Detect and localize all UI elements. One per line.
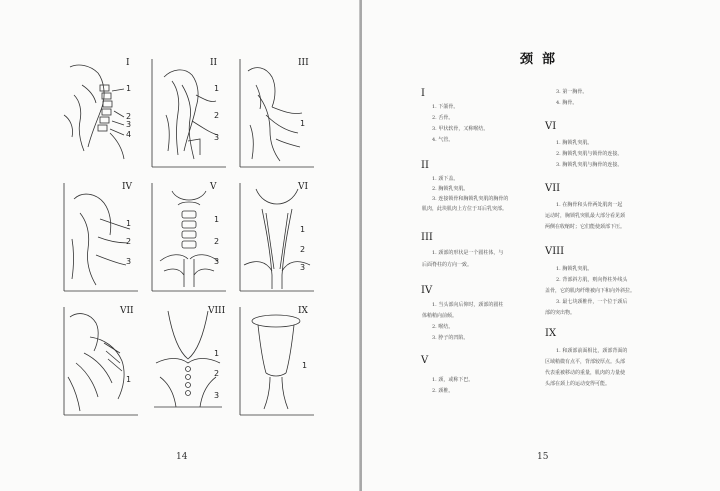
caption-line: 1. 颈，或称下巴。 [432,377,474,383]
turned-head-neck-drawing [60,303,142,419]
caption-line: 2. 颈椎。 [432,388,454,394]
page-title: 颈部 [520,52,565,67]
caption-line: 3. 最七块颈椎骨，一个位于颈后 [556,299,628,305]
caption-line: 体稍稍向前倾。 [422,313,458,319]
caption-line: 1. 胸锁乳突肌。 [556,140,593,146]
section-numeral: IX [545,328,557,339]
caption-line: 3. 第一胸骨。 [556,89,588,95]
caption-line: 4. 气管。 [432,137,454,143]
callout-number: 2 [214,237,220,246]
callout-number: 3 [126,257,132,266]
plate-roman-numeral: IV [122,182,133,192]
caption-line: 1. 和颈部前面相比，颈部背面的 [556,348,628,354]
plate-7 [60,303,142,419]
plate-roman-numeral: VII [120,306,134,316]
front-neck-muscle-drawing [236,179,318,295]
caption-line: 3. 连接锁骨和胸锁乳突肌的胸骨的 [432,196,509,202]
section-numeral: III [421,232,433,243]
callout-number: 1 [126,84,132,93]
callout-number: 3 [300,263,306,272]
callout-number: 1 [214,349,220,358]
section-numeral: VII [545,183,561,194]
callout-number: 4 [126,130,132,139]
caption-line: 2. 舌骨。 [432,115,454,121]
caption-line: 1. 颈下盖。 [432,176,459,182]
plate-4 [60,179,142,295]
caption-line: 肌肉，此块肌肉上方位于耳后乳突部。 [422,206,508,212]
callout-number: 3 [126,120,132,129]
callout-number: 1 [126,219,132,228]
plate-5 [148,179,230,295]
plate-8 [148,303,230,419]
caption-line: 部的突出物。 [545,310,576,316]
caption-line: 代表重被移动的重量，肌肉的力量使 [545,370,626,376]
plate-6 [236,179,318,295]
page-number: 14 [176,452,188,462]
callout-number: 1 [300,225,306,234]
caption-line: 2. 背部斜方肌，则向脊柱外线头 [556,277,628,283]
caption-line: 两侧在收缩时；它们能使颈部下压。 [545,224,626,230]
caption-line: 1. 颈部的形状是一个圆柱体，与 [432,250,504,256]
section-numeral: VIII [545,246,565,257]
caption-line: 2. 胸锁乳突肌与锁骨的连接。 [556,151,623,157]
plate-roman-numeral: VI [298,182,309,192]
section-numeral: II [421,160,429,171]
callout-number: 1 [302,361,308,370]
caption-line: 头部在颈上的运动变得可能。 [545,381,611,387]
caption-line: 区域稍微有点平，背部较厚点。头部 [545,359,626,365]
plate-grid [60,55,312,415]
section-numeral: IV [421,285,433,296]
plate-roman-numeral: VIII [208,306,226,316]
plate-roman-numeral: III [298,58,309,68]
caption-line: 2. 喉结。 [432,324,454,330]
caption-line: 1. 下颌骨。 [432,104,459,110]
caption-line: 3. 甲状软骨，又称喉结。 [432,126,489,132]
neck-side-muscle-drawing [236,55,318,171]
callout-number: 1 [126,375,132,384]
callout-number: 1 [214,215,220,224]
callout-number: 3 [214,391,220,400]
plate-1 [60,55,142,171]
callout-number: 2 [126,112,132,121]
callout-number: 1 [214,84,220,93]
caption-line: 1. 当头部向后仰时，颈部的圆柱 [432,302,504,308]
caption-line: 1. 胸锁乳突肌。 [556,266,593,272]
caption-line: 后面脊柱的方向一致。 [422,262,473,268]
callout-number: 2 [126,237,132,246]
plate-3 [236,55,318,171]
section-numeral: VI [545,121,557,132]
caption-line: 3. 脖子的凹陷。 [432,335,469,341]
caption-line: 运动时，胸锁乳突肌最大部分看见颈 [545,213,626,219]
section-numeral: V [421,355,429,366]
plate-9 [236,303,318,419]
callout-number: 2 [214,369,220,378]
callout-number: 2 [214,111,220,120]
page-number: 15 [537,452,549,462]
callout-number: 3 [214,257,220,266]
caption-line: 2. 胸锁乳突肌。 [432,186,469,192]
caption-line: 盖骨，它的肌肉纤维被向下和向外斜拉。 [545,288,636,294]
plate-roman-numeral: V [210,182,217,192]
caption-line: 4. 胸骨。 [556,100,578,106]
plate-roman-numeral: II [210,58,218,68]
callout-number: 2 [300,245,306,254]
callout-number: 3 [214,133,220,142]
callout-number: 1 [300,119,306,128]
plate-roman-numeral: IX [298,306,308,316]
plate-roman-numeral: I [126,58,130,68]
caption-line: 3. 胸锁乳突肌与胸骨的连接。 [556,162,623,168]
section-numeral: I [421,88,425,99]
right-page [362,0,720,491]
caption-line: 1. 在胸骨和头骨两处肌肉一起 [556,202,623,208]
plate-2 [148,55,230,171]
back-neck-drawing [148,303,230,419]
